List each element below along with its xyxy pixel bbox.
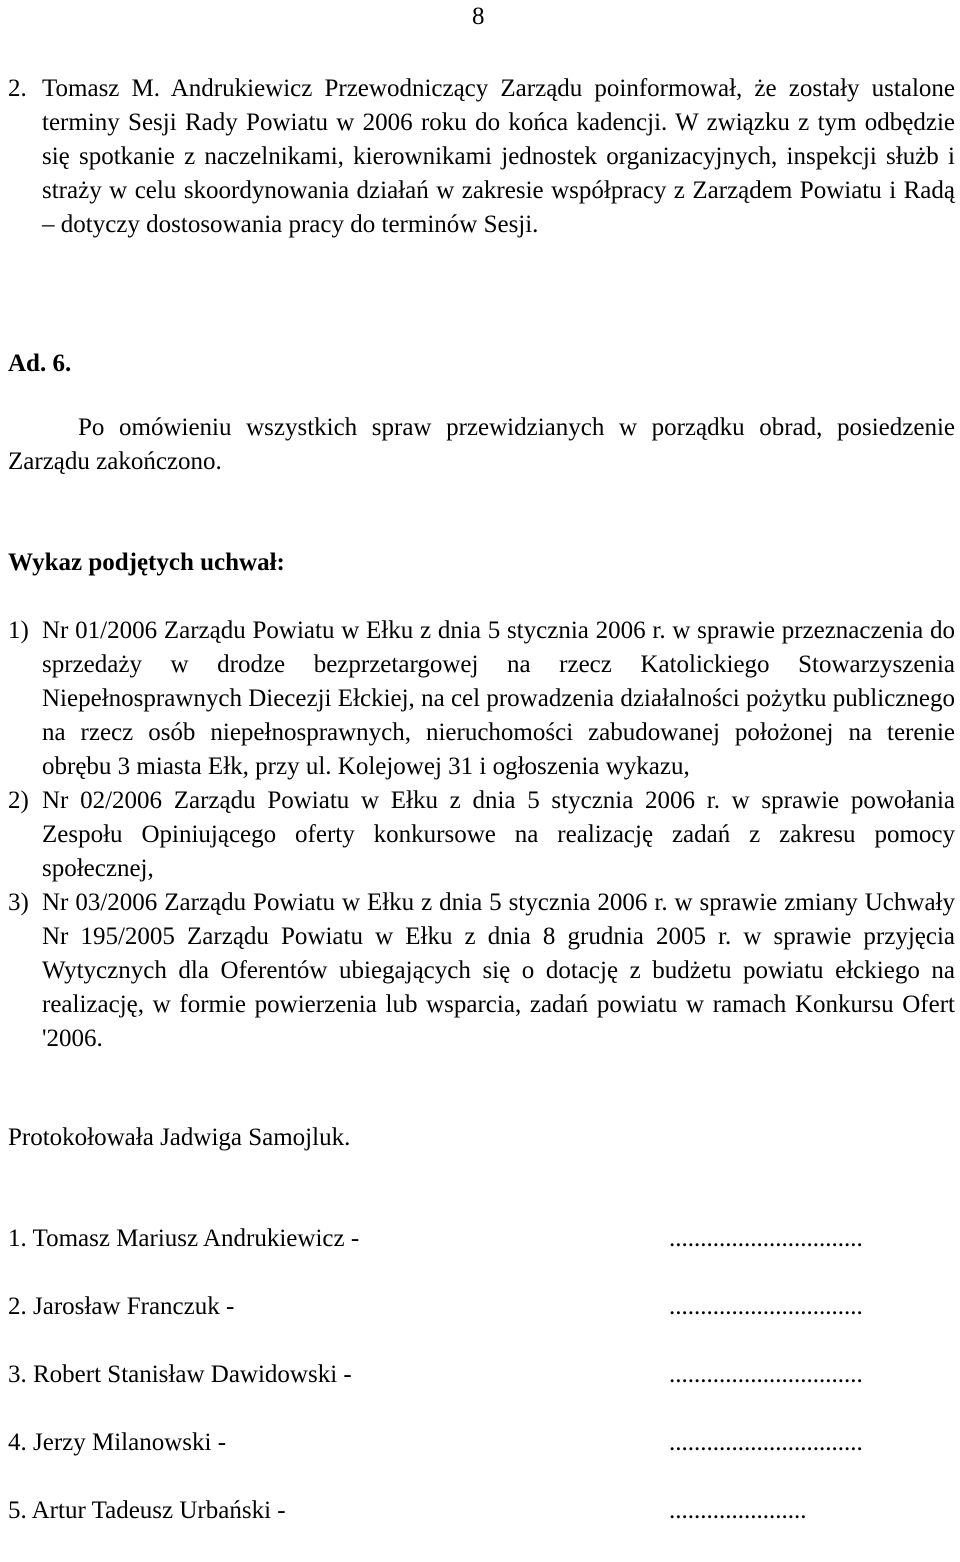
resolution-text: Nr 03/2006 Zarządu Powiatu w Ełku z dnia 5 stycznia 2006 r. w sprawie zmiany Uchwały Nr 195/2005 Zarządu Powiatu w Ełku z dnia 8 grudnia 2005 r. w sprawie przyjęcia Wytycznych dla Oferentów ubiegających się o dotację z budżetu powiatu ełckiego na realizację, w formie powierzenia lub wsparcia, zadań powiatu w ramach Konkursu Ofert '2006. [42, 889, 955, 1052]
page-number: 8 [472, 3, 485, 30]
signatory-name: 1. Tomasz Mariusz Andrukiewicz - [8, 1225, 360, 1252]
signatory-name: 3. Robert Stanisław Dawidowski - [8, 1361, 352, 1388]
signatory-name: 4. Jerzy Milanowski - [8, 1429, 227, 1456]
signature-row [8, 1494, 908, 1562]
resolution-item [8, 784, 955, 886]
resolution-item [8, 886, 955, 1056]
resolution-number: 3) [8, 889, 29, 916]
resolution-number: 2) [8, 787, 29, 814]
signature-row [8, 1358, 908, 1426]
signatory-name: 5. Artur Tadeusz Urbański - [8, 1497, 286, 1524]
recorder-note: Protokołowała Jadwiga Samojluk. [8, 1124, 351, 1151]
signature-row [8, 1290, 908, 1358]
resolution-text: Nr 01/2006 Zarządu Powiatu w Ełku z dnia 5 stycznia 2006 r. w sprawie przeznaczenia do sprzedaży w drodze bezprzetargowej na rzecz Katolickiego Stowarzyszenia Niepełnosprawnych Diecezji Ełckiej, na cel prowadzenia działalności pożytku publicznego na rzecz osób niepełnosprawnych, nieruchomości zabudowanej położonej na terenie obrębu 3 miasta Ełk, przy ul. Kolejowej 31 i ogłoszenia wykazu, [42, 617, 955, 780]
signature-row [8, 1222, 908, 1290]
signature-line: ............................... [669, 1429, 863, 1456]
signature-line: ............................... [669, 1361, 863, 1388]
closing-paragraph: Po omówieniu wszystkich spraw przewidzianych w porządku obrad, posiedzenie Zarządu zakończono. [8, 414, 955, 475]
resolutions-list [8, 614, 955, 1056]
resolution-item [8, 614, 955, 784]
signature-row [8, 1426, 908, 1494]
signature-line: ............................... [669, 1293, 863, 1320]
resolution-text: Nr 02/2006 Zarządu Powiatu w Ełku z dnia 5 stycznia 2006 r. w sprawie powołania Zespołu Opiniującego oferty konkursowe na realizację zadań z zakresu pomocy społecznej, [42, 787, 955, 882]
signature-list [8, 1222, 908, 1562]
section-heading-ad-6: Ad. 6. [8, 350, 72, 377]
resolution-number: 1) [8, 617, 29, 644]
resolutions-heading: Wykaz podjętych uchwał: [8, 549, 285, 576]
signature-line: ............................... [669, 1225, 863, 1252]
agenda-item-text: Tomasz M. Andrukiewicz Przewodniczący Zarządu poinformował, że zostały ustalone terminy Sesji Rady Powiatu w 2006 roku do końca kadencji. W związku z tym odbędzie się spotkanie z naczelnikami, kierownikami jednostek organizacyjnych, inspekcji służb i straży w celu skoordynowania działań w zakresie współpracy z Zarządem Powiatu i Radą – dotyczy dostosowania pracy do terminów Sesji. [42, 75, 955, 238]
signature-line: ...................... [669, 1497, 807, 1524]
signatory-name: 2. Jarosław Franczuk - [8, 1293, 235, 1320]
agenda-item-2 [8, 72, 955, 242]
agenda-item-number: 2. [8, 75, 27, 102]
